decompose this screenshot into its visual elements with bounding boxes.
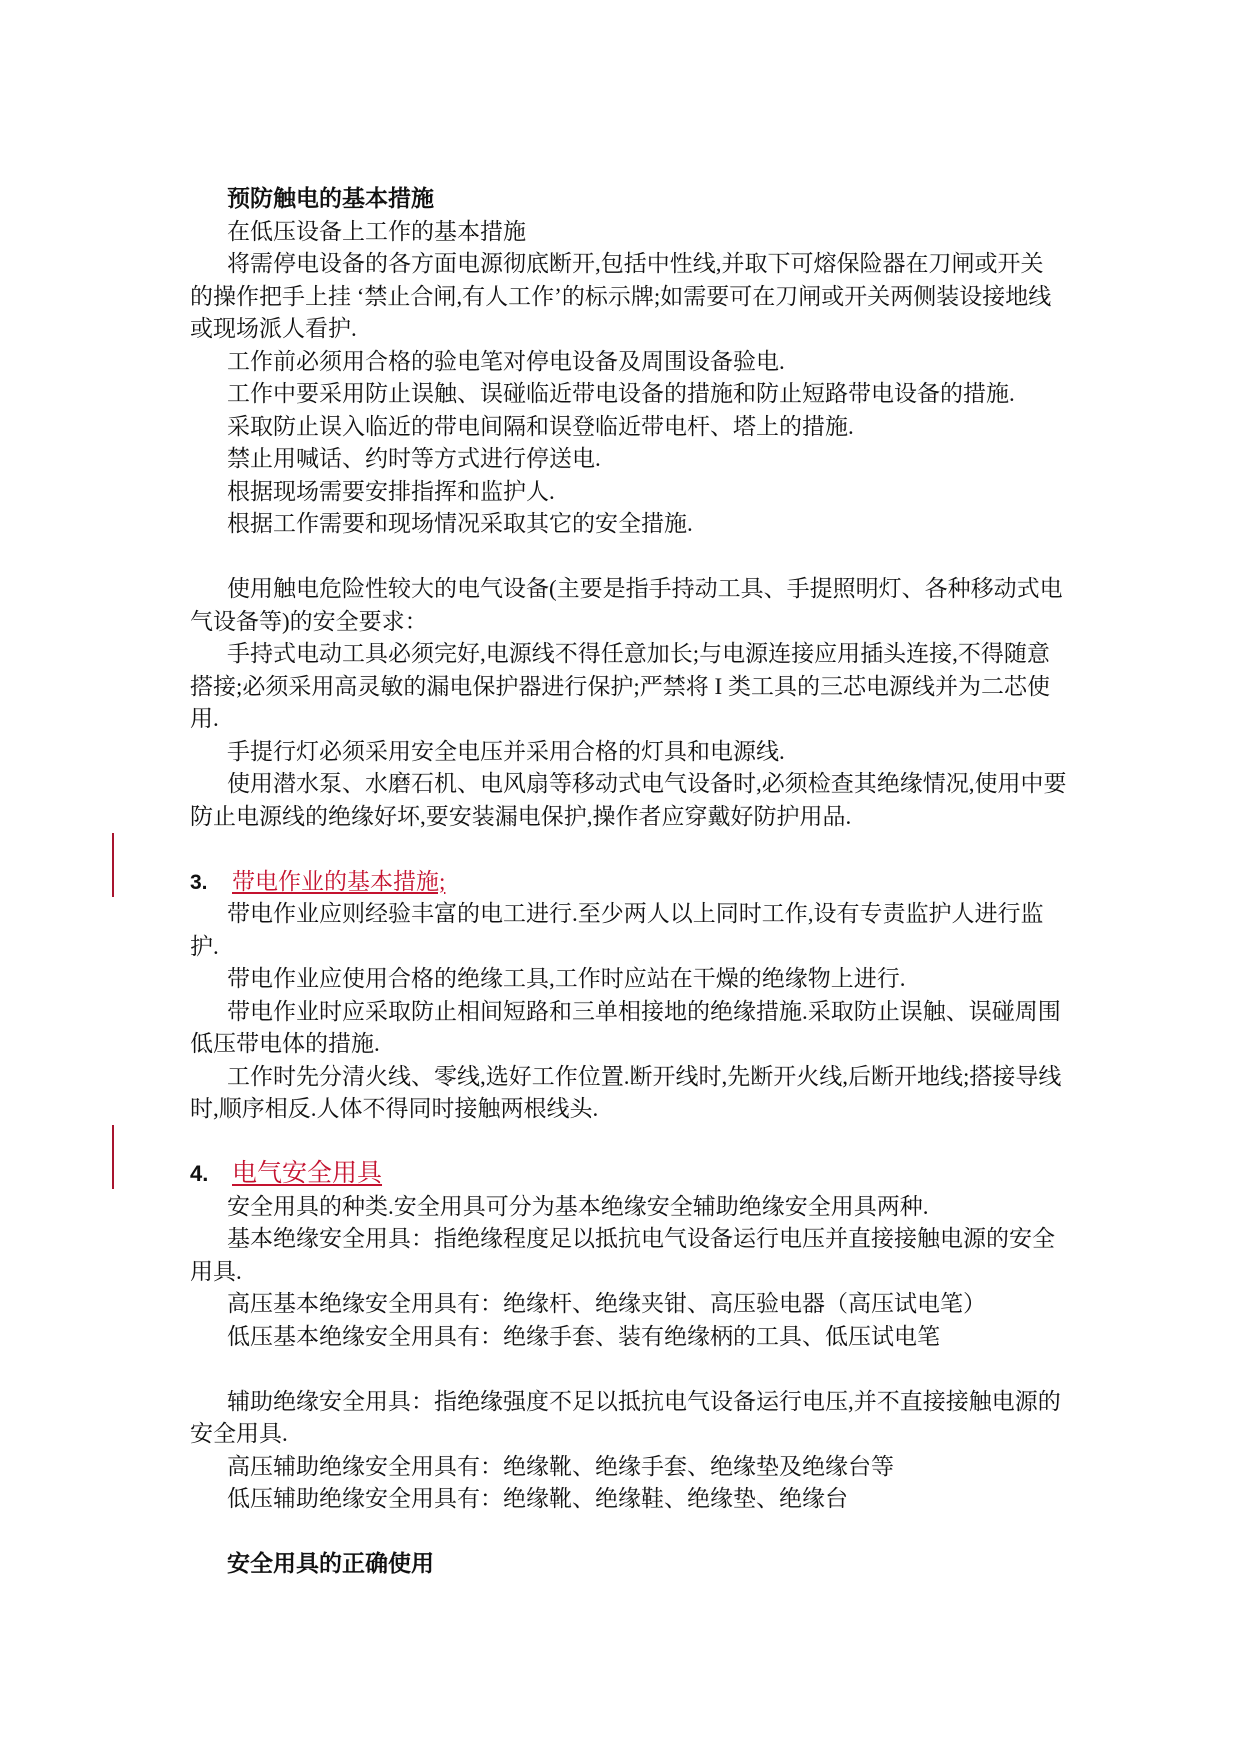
paragraph-line: 安全用具.: [190, 1421, 288, 1446]
paragraph-line: 护.: [190, 933, 219, 959]
paragraph-line: 的操作把手上挂 ‘禁止合闸,有人工作’的标示牌;如需要可在刀闸或开关两侧装设接地线: [190, 283, 1052, 309]
paragraph: [190, 768, 1201, 833]
paragraph: [190, 1451, 1201, 1484]
paragraph-line: 低压基本绝缘安全用具有：绝缘手套、装有绝缘柄的工具、低压试电笔: [227, 1323, 940, 1349]
paragraph-line: 高压基本绝缘安全用具有：绝缘杆、绝缘夹钳、高压验电器（高压试电笔）: [227, 1291, 986, 1316]
paragraph: [190, 638, 1201, 736]
paragraph-line: 用具.: [190, 1258, 242, 1284]
section3-body: [190, 898, 1201, 1126]
paragraph-line: 将需停电设备的各方面电源彻底断开,包括中性线,并取下可熔保险器在刀闸或开关: [227, 251, 1044, 276]
paragraph-line: 低压辅助绝缘安全用具有：绝缘靴、绝缘鞋、绝缘垫、绝缘台: [227, 1486, 848, 1511]
paragraph: [190, 1223, 1201, 1288]
paragraph-line: 防止电源线的绝缘好坏,要安装漏电保护,操作者应穿戴好防护用品.: [190, 803, 852, 829]
paragraph: [190, 248, 1201, 346]
section2-body: [190, 573, 1201, 833]
heading-text: 带电作业的基本措施;: [232, 868, 446, 894]
paragraph: [190, 508, 1201, 541]
blank-line: [190, 833, 1201, 866]
heading-live-work: [190, 866, 1201, 899]
heading-number: 4.: [190, 1161, 209, 1186]
paragraph-line: 根据现场需要安排指挥和监护人.: [227, 478, 555, 504]
paragraph: [190, 1386, 1201, 1451]
section-title-correct-use: 安全用具的正确使用: [227, 1551, 434, 1576]
heading-number: 3.: [190, 870, 208, 894]
paragraph-line: 气设备等)的安全要求：: [190, 608, 428, 634]
paragraph-line: 高压辅助绝缘安全用具有：绝缘靴、绝缘手套、绝缘垫及绝缘台等: [227, 1453, 894, 1479]
paragraph-line: 根据工作需要和现场情况采取其它的安全措施.: [227, 511, 693, 536]
paragraph: [190, 346, 1201, 379]
blank-line: [190, 1126, 1201, 1159]
section-title-prevent-shock: 预防触电的基本措施: [227, 186, 434, 211]
paragraph-line: 带电作业时应采取防止相间短路和三单相接地的绝缘措施.采取防止误触、误碰周围: [227, 998, 1061, 1024]
section5-body: [190, 1386, 1201, 1516]
revision-change-bar: [112, 1125, 114, 1189]
paragraph-line: 工作时先分清火线、零线,选好工作位置.断开线时,先断开火线,后断开地线;搭接导线: [227, 1063, 1062, 1089]
paragraph-line: 辅助绝缘安全用具：指绝缘强度不足以抵抗电气设备运行电压,并不直接接触电源的: [227, 1388, 1061, 1414]
revision-change-bar: [112, 833, 114, 897]
paragraph: [190, 573, 1201, 638]
paragraph: [190, 443, 1201, 476]
paragraph: [190, 1288, 1201, 1321]
paragraph: [190, 216, 1201, 249]
paragraph: [190, 996, 1201, 1061]
paragraph: [190, 476, 1201, 509]
paragraph: [190, 1321, 1201, 1354]
paragraph-line: 手持式电动工具必须完好,电源线不得任意加长;与电源连接应用插头连接,不得随意: [227, 641, 1050, 666]
paragraph-line: 基本绝缘安全用具：指绝缘程度足以抵抗电气设备运行电压并直接接触电源的安全: [227, 1226, 1055, 1251]
paragraph: [190, 378, 1201, 411]
paragraph: [190, 963, 1201, 996]
paragraph-line: 在低压设备上工作的基本措施: [227, 218, 526, 244]
paragraph: [190, 1191, 1201, 1224]
section1-body: [190, 216, 1201, 541]
paragraph-line: 使用触电危险性较大的电气设备(主要是指手持动工具、手提照明灯、各种移动式电: [227, 576, 1063, 601]
paragraph: [190, 736, 1201, 769]
paragraph-line: 安全用具的种类.安全用具可分为基本绝缘安全辅助绝缘安全用具两种.: [227, 1193, 929, 1219]
paragraph: [190, 1483, 1201, 1516]
paragraph-line: 使用潜水泵、水磨石机、电风扇等移动式电气设备时,必须检查其绝缘情况,使用中要: [227, 771, 1067, 796]
paragraph-line: 采取防止误入临近的带电间隔和误登临近带电杆、塔上的措施.: [227, 413, 854, 439]
paragraph: [190, 1061, 1201, 1126]
paragraph: [190, 411, 1201, 444]
paragraph-line: 禁止用喊话、约时等方式进行停送电.: [227, 446, 601, 471]
paragraph-line: 低压带电体的措施.: [190, 1031, 380, 1056]
paragraph-line: 手提行灯必须采用安全电压并采用合格的灯具和电源线.: [227, 738, 785, 764]
paragraph-line: 工作前必须用合格的验电笔对停电设备及周围设备验电.: [227, 348, 785, 374]
paragraph-line: 带电作业应使用合格的绝缘工具,工作时应站在干燥的绝缘物上进行.: [227, 966, 906, 991]
paragraph-line: 或现场派人看护.: [190, 316, 357, 341]
blank-line: [190, 1516, 1201, 1549]
heading-safety-tools: [190, 1158, 1201, 1191]
paragraph: [190, 898, 1201, 963]
paragraph-line: 用.: [190, 706, 219, 731]
section4-body: [190, 1191, 1201, 1354]
blank-line: [190, 541, 1201, 574]
paragraph-line: 时,顺序相反.人体不得同时接触两根线头.: [190, 1096, 599, 1121]
paragraph-line: 搭接;必须采用高灵敏的漏电保护器进行保护;严禁将 I 类工具的三芯电源线并为二芯使: [190, 673, 1050, 699]
paragraph-line: 带电作业应则经验丰富的电工进行.至少两人以上同时工作,设有专责监护人进行监: [227, 901, 1044, 926]
paragraph-line: 工作中要采用防止误触、误碰临近带电设备的措施和防止短路带电设备的措施.: [227, 381, 1015, 406]
heading-text: 电气安全用具: [232, 1160, 383, 1187]
blank-line: [190, 1353, 1201, 1386]
